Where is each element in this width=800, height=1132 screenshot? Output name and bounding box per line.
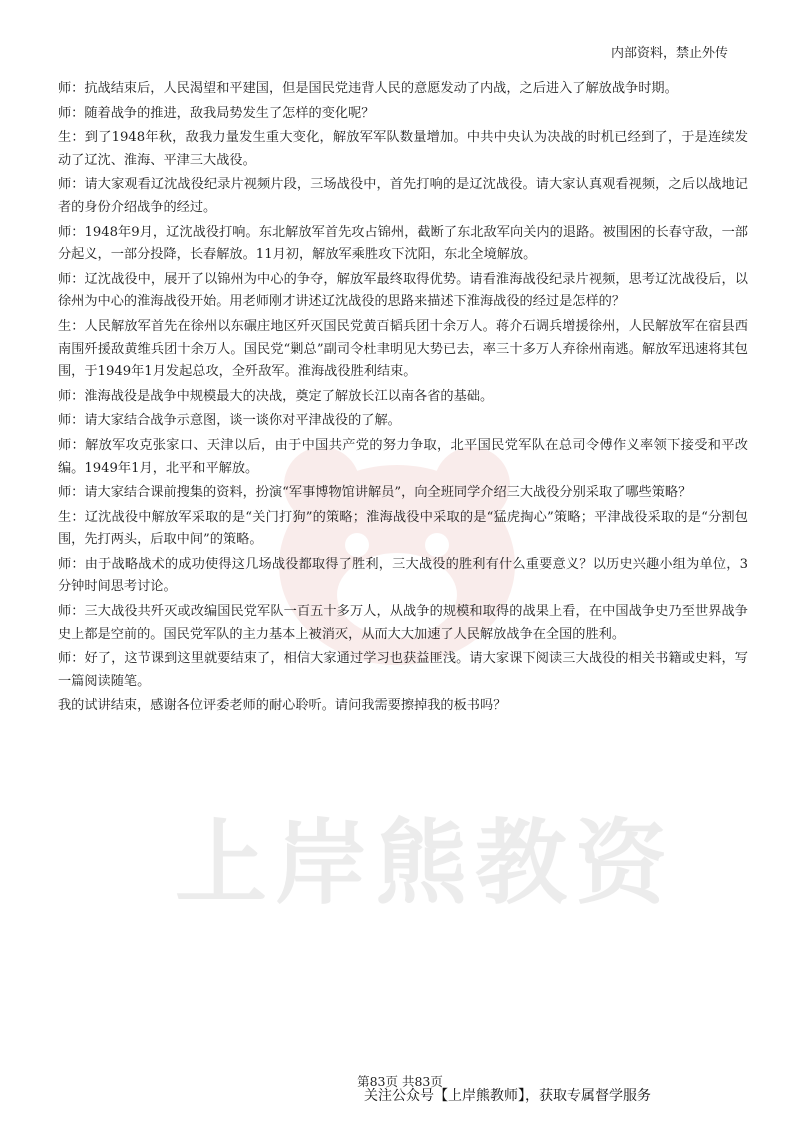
- paragraph: 师：三大战役共歼灭或改编国民党军队一百五十多万人，从战争的规模和取得的战果上看，在中国战争史乃至世界战争史上都是空前的。国民党军队的主力基本上被消灭，从而大大加速了人民解放战争在全国的胜利。: [58, 604, 748, 642]
- footer-notice: 关注公众号【上岸熊教师】，获取专属督学服务: [364, 1088, 651, 1104]
- paragraph: 师：解放军攻克张家口、天津以后，由于中国共产党的努力争取，北平国民党军队在总司令傅作义率领下接受和平改编。1949年1月，北平和平解放。: [58, 437, 748, 476]
- brand-watermark: 上岸熊教资: [175, 810, 676, 917]
- paragraph: 师：请大家结合课前搜集的资料，扮演“军事博物馆讲解员”，向全班同学介绍三大战役分别采取了哪些策略？: [58, 485, 692, 501]
- lecture-transcript: [58, 78, 748, 720]
- paragraph: 师：辽沈战役中，展开了以锦州为中心的争夺，解放军最终取得优势。请看淮海战役纪录片视频，思考辽沈战役后，以徐州为中心的淮海战役开始。用老师刚才讲述辽沈战役的思路来描述下淮海战役的经过是怎样的？: [58, 271, 748, 310]
- paragraph: 生：到了1948年秋，敌我力量发生重大变化，解放军军队数量增加。中共中央认为决战的时机已经到了，于是连续发动了辽沈、淮海、平津三大战役。: [58, 130, 748, 168]
- paragraph: 师：由于战略战术的成功使得这几场战役都取得了胜利，三大战役的胜利有什么重要意义？以历史兴趣小组为单位，3分钟时间思考讨论。: [58, 556, 748, 595]
- paragraph: 生：人民解放军首先在徐州以东碾庄地区歼灭国民党黄百韬兵团十余万人。蒋介石调兵增援徐州，人民解放军在宿县西南围歼援敌黄维兵团十余万人。国民党“剿总”副司令杜聿明见大势已去，率三十多万人弃徐州南逃。解放军迅速将其包围，于1949年1月发起总攻，全歼敌军。淮海战役胜利结束。: [58, 318, 748, 380]
- paragraph: 师：请大家观看辽沈战役纪录片视频片段，三场战役中，首先打响的是辽沈战役。请大家认真观看视频，之后以战地记者的身份介绍战争的经过。: [58, 177, 748, 215]
- paragraph: 生：辽沈战役中解放军采取的是“关门打狗”的策略；淮海战役中采取的是“猛虎掏心”策略；平津战役采取的是“分割包围，先打两头，后取中间”的策略。: [58, 509, 748, 548]
- paragraph: 我的试讲结束，感谢各位评委老师的耐心聆听。请问我需要擦掉我的板书吗？: [58, 698, 507, 714]
- paragraph: 师：随着战争的推进，敌我局势发生了怎样的变化呢？: [58, 105, 375, 121]
- paragraph: 师：好了，这节课到这里就要结束了，相信大家通过学习也获益匪浅。请大家课下阅读三大战役的相关书籍或史料，写一篇阅读随笔。: [58, 651, 748, 689]
- paragraph: 师：淮海战役是战争中规模最大的决战，奠定了解放长江以南各省的基础。: [58, 388, 494, 404]
- paragraph: 师：1948年9月，辽沈战役打响。东北解放军首先攻占锦州，截断了东北敌军向关内的退路。被围困的长春守敌，一部分起义，一部分投降，长春解放。11月初，解放军乘胜攻下沈阳，东北全境解放。: [58, 224, 748, 263]
- page-number: 第83页 共83页: [357, 1074, 443, 1089]
- paragraph: 师：请大家结合战争示意图，谈一谈你对平津战役的了解。: [58, 413, 401, 429]
- paragraph: 师：抗战结束后，人民渴望和平建国，但是国民党违背人民的意愿发动了内战，之后进入了解放战争时期。: [58, 81, 678, 96]
- internal-notice: 内部资料，禁止外传: [610, 46, 728, 61]
